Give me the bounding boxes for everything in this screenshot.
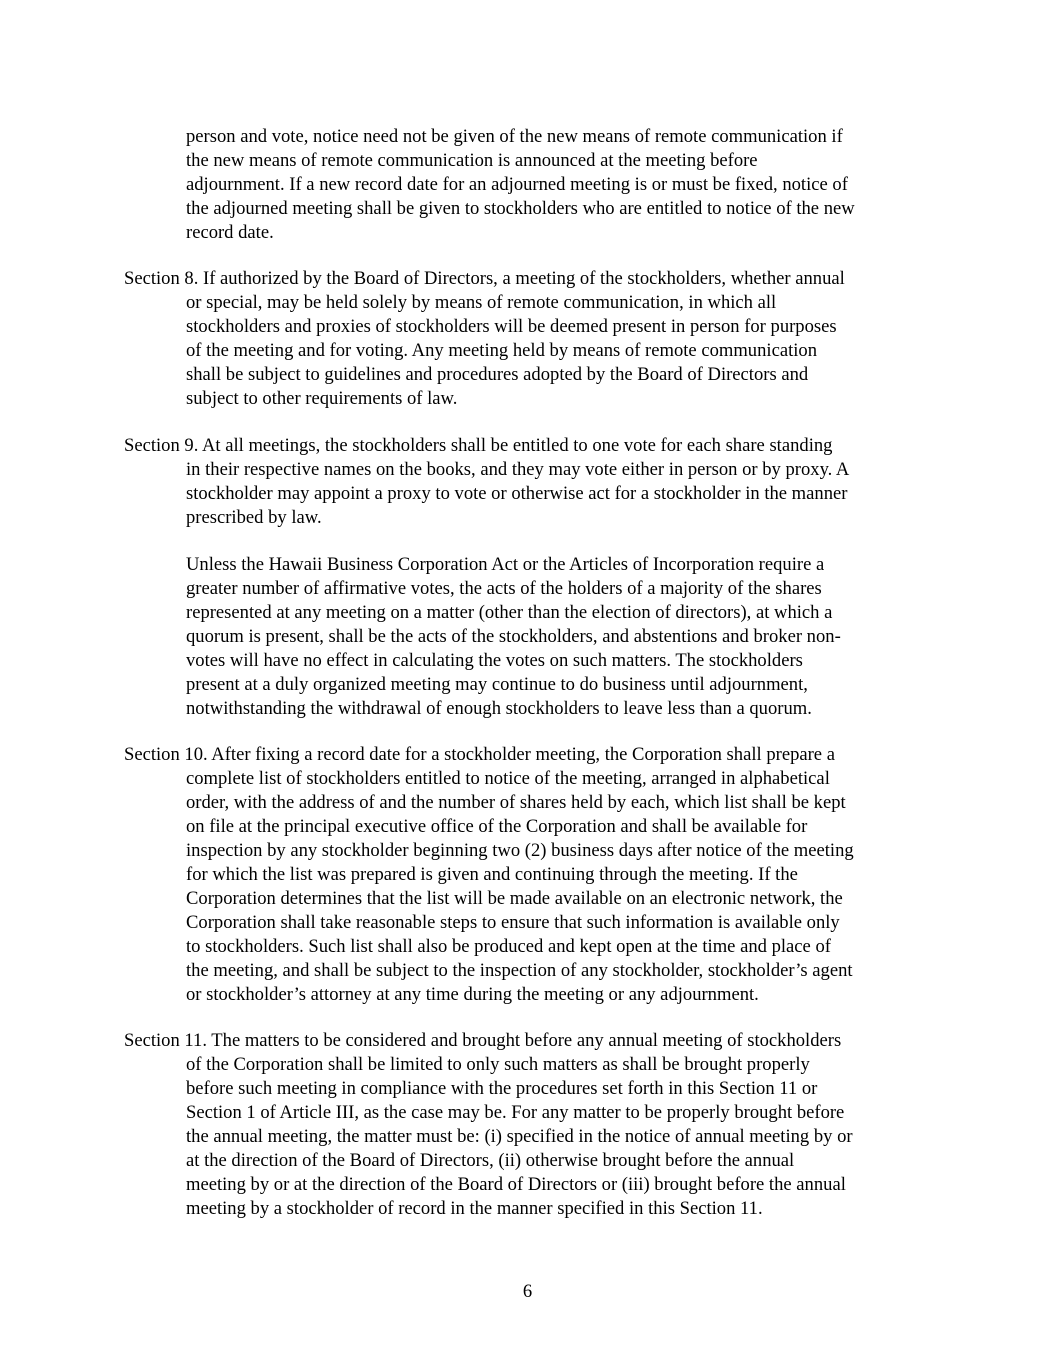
text-line: in their respective names on the books, and they may vote either in person or by proxy. A xyxy=(186,459,850,480)
page-number: 6 xyxy=(522,1281,533,1302)
text-line: votes will have no effect in calculating the votes on such matters. The stockholders xyxy=(186,650,803,671)
text-line: the annual meeting, the matter must be: (i) specified in the notice of annual meeting by or xyxy=(186,1126,853,1147)
text-line: quorum is present, shall be the acts of the stockholders, and abstentions and broker non- xyxy=(186,626,841,647)
text-line: subject to other requirements of law. xyxy=(186,388,458,409)
text-line: or stockholder’s attorney at any time during the meeting or any adjournment. xyxy=(186,984,759,1005)
section-heading-line: Section 9. At all meetings, the stockholders shall be entitled to one vote for each share standing xyxy=(124,435,833,456)
text-line: stockholders and proxies of stockholders will be deemed present in person for purposes xyxy=(186,316,837,337)
text-line: person and vote, notice need not be given of the new means of remote communication if xyxy=(186,126,843,147)
text-line: present at a duly organized meeting may continue to do business until adjournment, xyxy=(186,674,808,695)
text-line: shall be subject to guidelines and procedures adopted by the Board of Directors and xyxy=(186,364,809,385)
text-line: inspection by any stockholder beginning two (2) business days after notice of the meeting xyxy=(186,840,854,861)
text-line: for which the list was prepared is given and continuing through the meeting. If the xyxy=(186,864,798,885)
text-line: Unless the Hawaii Business Corporation Act or the Articles of Incorporation require a xyxy=(186,554,825,575)
text-line: the meeting, and shall be subject to the inspection of any stockholder, stockholder’s agent xyxy=(186,960,853,981)
text-line: meeting by a stockholder of record in the manner specified in this Section 11. xyxy=(186,1198,763,1219)
text-line: on file at the principal executive office of the Corporation and shall be available for xyxy=(186,816,808,837)
text-line: meeting by or at the direction of the Board of Directors or (iii) brought before the annual xyxy=(186,1174,846,1195)
continuation-paragraph xyxy=(186,125,855,245)
text-line: to stockholders. Such list shall also be produced and kept open at the time and place of xyxy=(186,936,831,957)
section-heading-line: Section 11. The matters to be considered and brought before any annual meeting of stockholders xyxy=(124,1030,842,1051)
section-8-paragraph xyxy=(124,267,845,411)
text-line: of the meeting and for voting. Any meeting held by means of remote communication xyxy=(186,340,817,361)
section-10-paragraph xyxy=(124,743,854,1007)
text-line: Corporation determines that the list will be made available on an electronic network, the xyxy=(186,888,843,909)
text-line: the adjourned meeting shall be given to stockholders who are entitled to notice of the new xyxy=(186,198,855,219)
section-11-paragraph xyxy=(124,1029,853,1221)
text-line: represented at any meeting on a matter (other than the election of directors), at which a xyxy=(186,602,833,623)
text-line: at the direction of the Board of Directors, (ii) otherwise brought before the annual xyxy=(186,1150,795,1171)
text-line: before such meeting in compliance with the procedures set forth in this Section 11 or xyxy=(186,1078,818,1099)
text-line: Section 1 of Article III, as the case may be. For any matter to be properly brought before xyxy=(186,1102,845,1123)
section-9-second-paragraph xyxy=(186,553,841,721)
section-heading-line: Section 10. After fixing a record date for a stockholder meeting, the Corporation shall prepare a xyxy=(124,744,835,765)
text-line: order, with the address of and the number of shares held by each, which list shall be kept xyxy=(186,792,846,813)
section-9-paragraph xyxy=(124,434,849,530)
text-line: record date. xyxy=(186,222,274,243)
section-heading-line: Section 8. If authorized by the Board of Directors, a meeting of the stockholders, whether annual xyxy=(124,268,845,289)
text-line: Corporation shall take reasonable steps to ensure that such information is available only xyxy=(186,912,840,933)
text-line: stockholder may appoint a proxy to vote or otherwise act for a stockholder in the manner xyxy=(186,483,848,504)
text-line: the new means of remote communication is announced at the meeting before xyxy=(186,150,758,171)
text-line: greater number of affirmative votes, the acts of the holders of a majority of the shares xyxy=(186,578,822,599)
text-line: or special, may be held solely by means of remote communication, in which all xyxy=(186,292,777,313)
text-line: of the Corporation shall be limited to only such matters as shall be brought properly xyxy=(186,1054,810,1075)
text-line: prescribed by law. xyxy=(186,507,322,528)
text-line: notwithstanding the withdrawal of enough stockholders to leave less than a quorum. xyxy=(186,698,812,719)
text-line: complete list of stockholders entitled to notice of the meeting, arranged in alphabetical xyxy=(186,768,830,789)
text-line: adjournment. If a new record date for an adjourned meeting is or must be fixed, notice of xyxy=(186,174,848,195)
